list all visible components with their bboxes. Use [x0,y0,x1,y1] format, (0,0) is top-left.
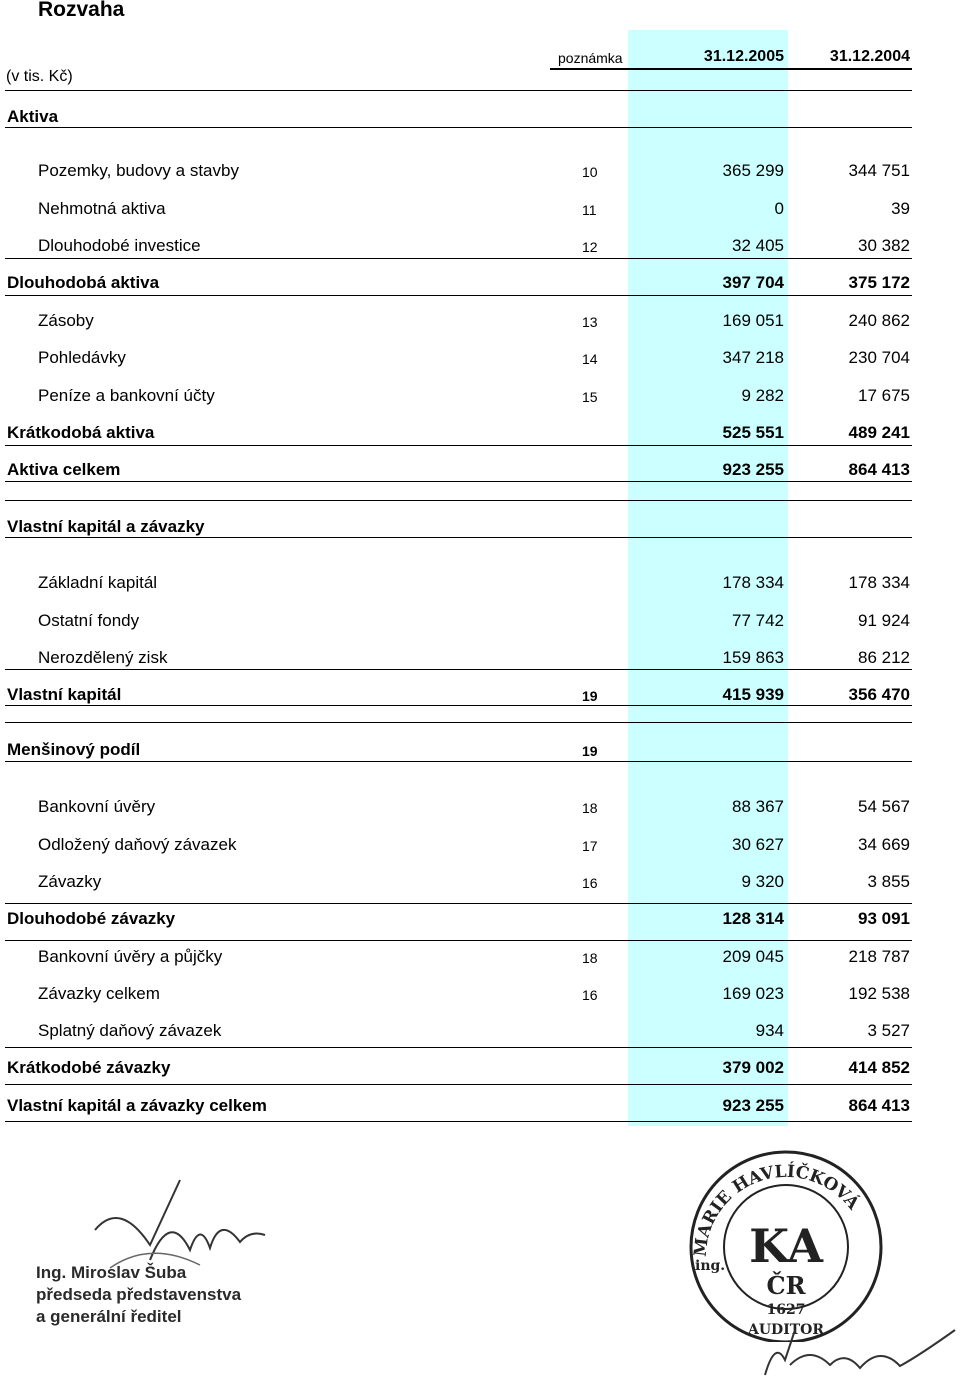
row-value-2004: 86 212 [858,648,910,667]
row-value-2004: 54 567 [858,797,910,816]
row-value-2004: 864 413 [848,460,910,479]
row-value-2004: 91 924 [858,611,910,630]
row-value-2004: 218 787 [848,947,910,966]
row-value-2004: 414 852 [848,1058,910,1077]
row-label: Pohledávky [38,348,126,367]
table-rule [5,295,912,296]
row-value-2005: 923 255 [722,1096,784,1115]
table-row [0,107,960,129]
table-row [0,611,960,633]
table-row [0,1021,960,1043]
row-value-2005: 30 627 [732,835,784,854]
table-row [0,984,960,1006]
row-value-2005: 0 [774,199,784,218]
table-rule [5,1084,912,1085]
row-value-2004: 178 334 [848,573,910,592]
row-value-2005: 169 051 [722,311,784,330]
row-value-2004: 240 862 [848,311,910,330]
signatory-role-2: a generální ředitel [36,1307,182,1326]
auditor-signature-image [760,1320,960,1385]
table-rule [5,722,912,723]
row-label: Aktiva celkem [7,460,121,479]
row-label: Nehmotná aktiva [38,199,166,218]
table-rule [5,1047,912,1048]
row-value-2005: 77 742 [732,611,784,630]
row-value-2005: 397 704 [722,273,784,292]
table-row [0,236,960,258]
table-row [0,423,960,445]
row-note-ref: 16 [582,875,598,891]
row-note-ref: 16 [582,987,598,1003]
row-value-2005: 128 314 [722,909,784,928]
table-row [0,947,960,969]
row-label: Aktiva [7,107,59,126]
row-value-2005: 923 255 [722,460,784,479]
table-row [0,273,960,295]
row-label: Zásoby [38,311,94,330]
row-value-2004: 30 382 [858,236,910,255]
row-value-2005: 379 002 [722,1058,784,1077]
signatory-name: Ing. Miroslav Šuba [36,1263,187,1282]
table-rule [5,445,912,446]
row-value-2005: 525 551 [722,423,784,442]
table-row [0,386,960,408]
table-rule [5,940,912,941]
row-label: Odložený daňový závazek [38,835,237,854]
row-label: Vlastní kapitál a závazky celkem [7,1096,267,1115]
row-label: Závazky celkem [38,984,160,1003]
table-row [0,460,960,482]
director-signature-image [90,1170,270,1280]
row-label: Závazky [38,872,102,891]
row-value-2004: 17 675 [858,386,910,405]
table-row [0,199,960,221]
row-label: Vlastní kapitál a závazky [7,517,205,536]
stamp-ring-text: MARIE HAVLÍČKOVÁ [690,1161,863,1258]
row-value-2005: 209 045 [722,947,784,966]
row-value-2005: 159 863 [722,648,784,667]
row-value-2005: 32 405 [732,236,784,255]
stamp-number: 1627 [766,1302,806,1318]
row-value-2004: 3 855 [867,872,910,891]
table-rule [5,127,912,128]
row-value-2004: 192 538 [848,984,910,1003]
page-title: Rozvaha [38,0,125,21]
table-rule [5,903,912,904]
column-header-note: poznámka [558,50,623,66]
table-row [0,835,960,857]
row-note-ref: 18 [582,950,598,966]
table-row [0,1096,960,1118]
row-value-2004: 39 [891,199,910,218]
row-label: Základní kapitál [38,573,158,592]
row-label: Bankovní úvěry [38,797,156,816]
row-value-2004: 3 527 [867,1021,910,1040]
row-label: Nerozdělený zisk [38,648,168,667]
row-value-2004: 489 241 [848,423,910,442]
row-note-ref: 13 [582,314,598,330]
table-rule [5,761,912,762]
stamp-mid-text: ČR [766,1271,806,1300]
table-row [0,685,960,707]
signatory-role-1: předseda představenstva [36,1285,242,1304]
row-label: Dlouhodobé závazky [7,909,176,928]
row-value-2004: 375 172 [848,273,910,292]
row-label: Dlouhodobá aktiva [7,273,160,292]
row-label: Splatný daňový závazek [38,1021,222,1040]
table-row [0,348,960,370]
row-label: Vlastní kapitál [7,685,122,704]
row-value-2004: 230 704 [848,348,910,367]
row-label: Pozemky, budovy a stavby [38,161,239,180]
row-note-ref: 14 [582,351,598,367]
row-value-2005: 415 939 [722,685,784,704]
table-rule [5,90,912,91]
row-label: Bankovní úvěry a půjčky [38,947,223,966]
row-value-2004: 356 470 [848,685,910,704]
stamp-prefix: ing. [695,1258,726,1274]
row-label: Peníze a bankovní účty [38,386,215,405]
table-row [0,517,960,539]
row-note-ref: 11 [582,202,597,218]
row-label: Menšinový podíl [7,740,141,759]
row-note-ref: 18 [582,800,598,816]
row-note-ref: 10 [582,164,598,180]
row-value-2004: 344 751 [848,161,910,180]
table-rule [5,705,912,706]
table-row [0,161,960,183]
row-value-2004: 864 413 [848,1096,910,1115]
table-row [0,872,960,894]
row-note-ref: 19 [582,743,598,759]
table-row [0,797,960,819]
row-label: Krátkodobé závazky [7,1058,171,1077]
row-note-ref: 17 [582,838,598,854]
table-row [0,740,960,762]
row-label: Dlouhodobé investice [38,236,201,255]
row-note-ref: 15 [582,389,598,405]
column-header-2004: 31.12.2004 [829,48,910,65]
row-value-2004: 34 669 [858,835,910,854]
table-rule [5,669,912,670]
table-row [0,311,960,333]
row-value-2005: 347 218 [722,348,784,367]
row-value-2005: 9 320 [741,872,784,891]
table-row [0,573,960,595]
table-rule [5,537,912,538]
header-rule [550,68,912,70]
row-value-2005: 178 334 [722,573,784,592]
row-value-2005: 365 299 [722,161,784,180]
row-note-ref: 19 [582,688,598,704]
stamp-big-text: KA [749,1219,823,1273]
row-label: Ostatní fondy [38,611,140,630]
stamp-bottom-text: AUDITOR [747,1322,825,1338]
table-rule [5,258,912,259]
table-row [0,909,960,931]
table-rule [5,1121,912,1122]
row-label: Krátkodobá aktiva [7,423,155,442]
table-row [0,648,960,670]
table-rule [5,481,912,482]
row-note-ref: 12 [582,239,598,255]
row-value-2004: 93 091 [858,909,910,928]
table-row [0,1058,960,1080]
auditor-stamp-image [681,1142,891,1342]
column-header-2005: 31.12.2005 [703,48,784,65]
row-value-2005: 169 023 [722,984,784,1003]
row-value-2005: 934 [755,1021,784,1040]
row-value-2005: 88 367 [732,797,784,816]
row-value-2005: 9 282 [741,386,784,405]
table-rule [5,500,912,501]
units-label: (v tis. Kč) [6,68,73,85]
